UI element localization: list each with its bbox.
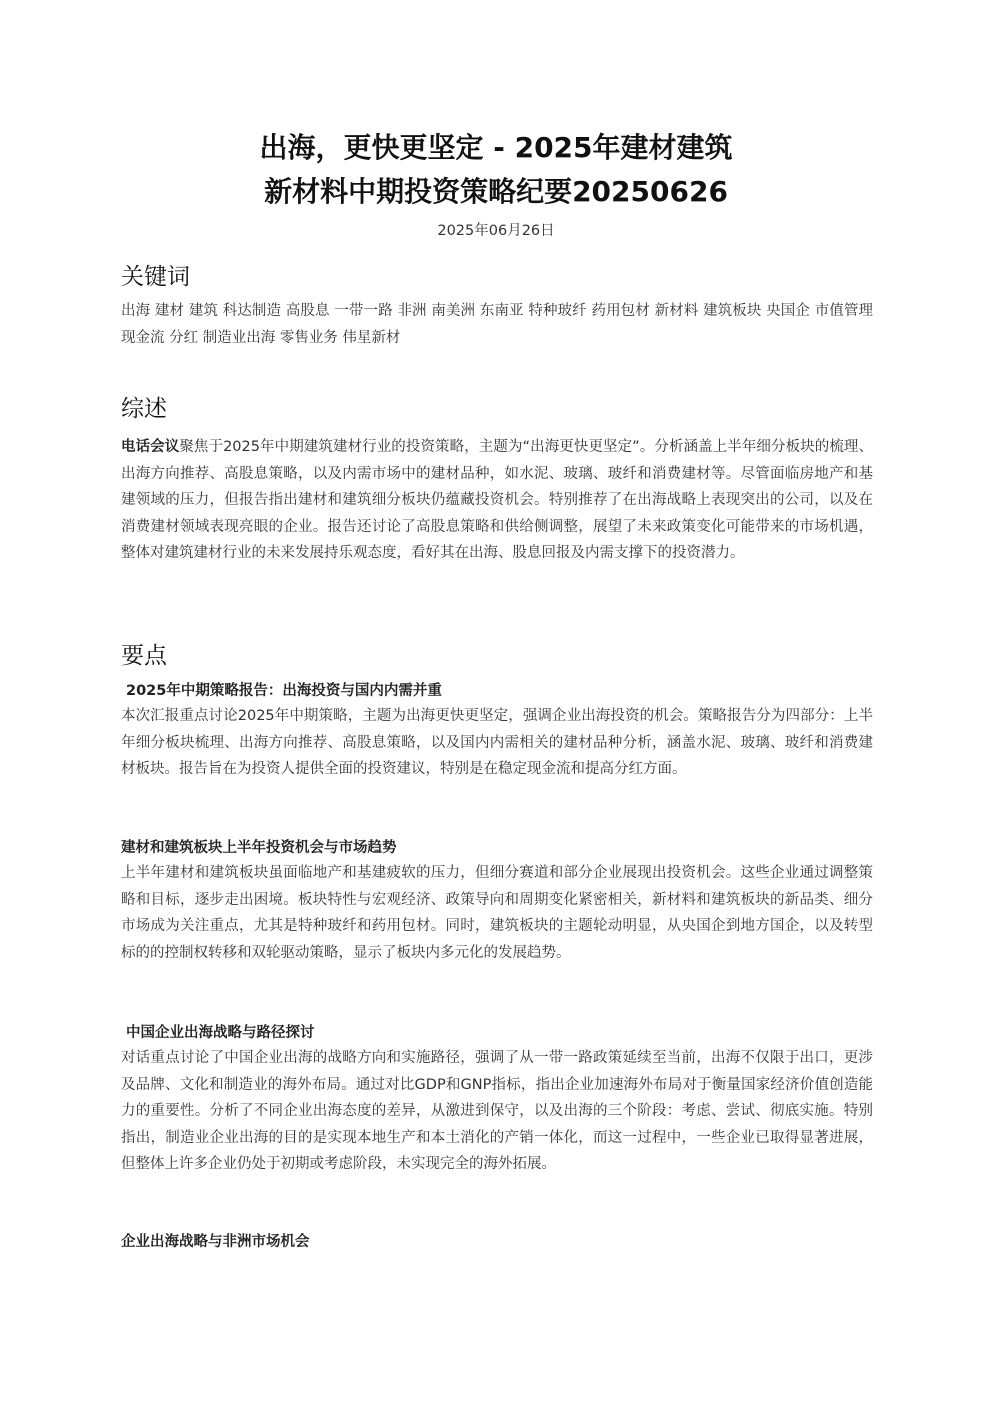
point-3-title: 中国企业出海战略与路径探讨 [126, 1025, 315, 1041]
summary-text: 聚焦于2025年中期建筑建材行业的投资策略，主题为“出海更快更坚定”。分析涵盖上半年细分板块的梳理、出海方向推荐、高股息策略，以及内需市场中的建材品种，如水泥、玻璃、玻纤和消费建材等。尽管面临房地产和基建领域的压力，但报告指出建材和建筑细分板块仍蕴藏投资机会。特别推荐了在出海战略上表现突出的公司，以及在消费建材领域表现亮眼的企业。报告还讨论了高股息策略和供给侧调整，展望了未来政策变化可能带来的市场机遇，整体对建筑建材行业的未来发展持乐观态度，看好其在出海、股息回报及内需支撑下的投资潜力。 [121, 439, 874, 561]
keywords-heading: 关键词 [121, 264, 190, 290]
point-4-title: 企业出海战略与非洲市场机会 [121, 1234, 310, 1250]
point-1-text: 本次汇报重点讨论2025年中期策略，主题为出海更快更坚定，强调企业出海投资的机会。策略报告分为四部分：上半年细分板块梳理、出海方向推荐、高股息策略，以及国内内需相关的建材品种分析，涵盖水泥、玻璃、玻纤和消费建材板块。报告旨在为投资人提供全面的投资建议，特别是在稳定现金流和提高分红方面。 [121, 708, 873, 777]
point-2-text: 上半年建材和建筑板块虽面临地产和基建疲软的压力，但细分赛道和部分企业展现出投资机会。这些企业通过调整策略和目标，逐步走出困境。板块特性与宏观经济、政策导向和周期变化紧密相关，新材料和建筑板块的新品类、细分市场成为关注重点，尤其是特种玻纤和药用包材。同时，建筑板块的主题轮动明显，从央国企到地方国企，以及转型标的的控制权转移和双轮驱动策略，显示了板块内多元化的发展趋势。 [121, 865, 873, 961]
summary-paragraph [121, 434, 873, 567]
point-1-title: 2025年中期策略报告：出海投资与国内内需并重 [126, 683, 442, 699]
summary-heading: 综述 [121, 396, 167, 422]
summary-lead: 电话会议 [121, 439, 180, 455]
points-heading: 要点 [121, 643, 167, 669]
keywords-text: 出海 建材 建筑 科达制造 高股息 一带一路 非洲 南美洲 东南亚 特种玻纤 药用包材 新材料 建筑板块 央国企 市值管理 现金流 分红 制造业出海 零售业务 伟星新材 [121, 303, 873, 346]
point-2-title: 建材和建筑板块上半年投资机会与市场趋势 [121, 840, 397, 856]
title-line-1: 出海，更快更坚定 - 2025年建材建筑 [259, 131, 733, 164]
title-line-2: 新材料中期投资策略纪要20250626 [264, 175, 728, 208]
point-3-text: 对话重点讨论了中国企业出海的战略方向和实施路径，强调了从一带一路政策延续至当前，出海不仅限于出口，更涉及品牌、文化和制造业的海外布局。通过对比GDP和GNP指标，指出企业加速海外布局对于衡量国家经济价值创造能力的重要性。分析了不同企业出海态度的差异，从激进到保守，以及出海的三个阶段：考虑、尝试、彻底实施。特别指出，制造业企业出海的目的是实现本地生产和本土消化的产销一体化，而这一过程中，一些企业已取得显著进展，但整体上许多企业仍处于初期或考虑阶段，未实现完全的海外拓展。 [121, 1050, 873, 1172]
document-date: 2025年06月26日 [437, 223, 555, 239]
document-title [120, 126, 872, 214]
